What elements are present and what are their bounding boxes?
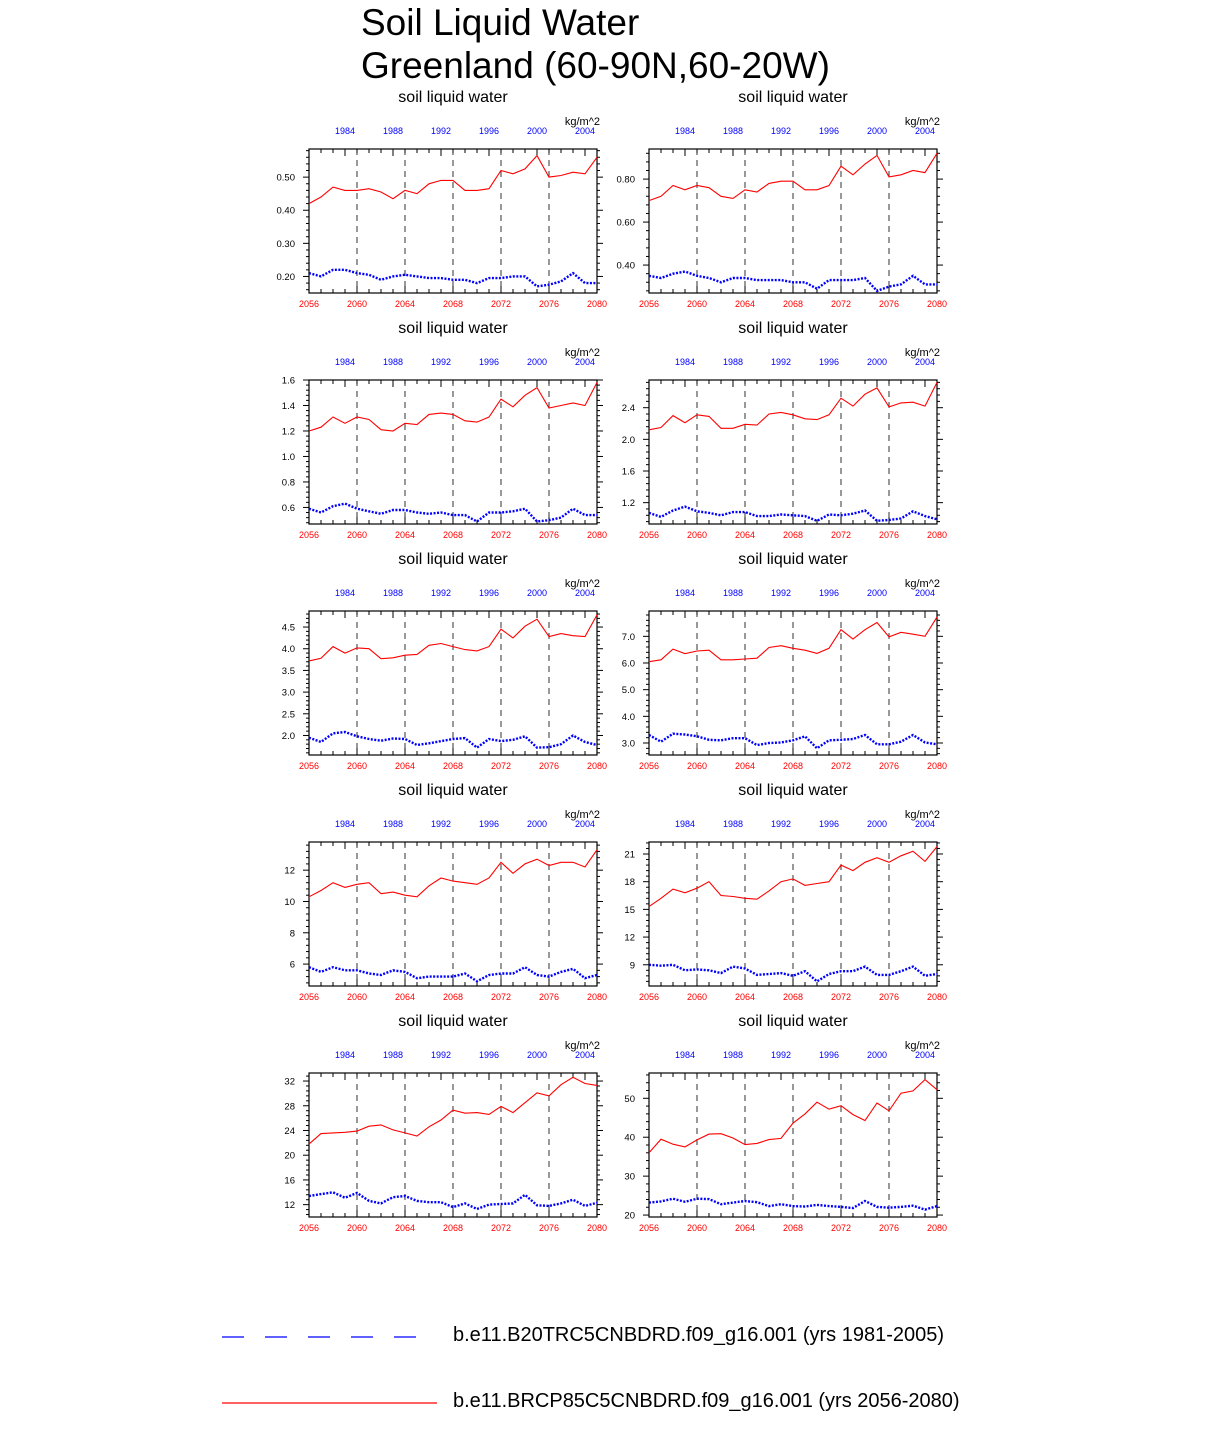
x-top-tick-label: 1984 [334, 588, 356, 598]
y-tick-label: 1.6 [621, 466, 635, 478]
x-top-tick-label: 2004 [914, 126, 936, 136]
y-tick-label: 9 [629, 960, 635, 972]
x-top-tick-label: 1992 [770, 357, 792, 367]
x-top-tick-label: 1996 [478, 819, 500, 829]
x-bottom-tick-label: 2080 [926, 1223, 948, 1233]
x-top-tick-label: 1992 [430, 126, 452, 136]
x-bottom-tick-label: 2060 [346, 761, 368, 771]
x-bottom-tick-label: 2068 [442, 992, 464, 1002]
x-top-tick-label: 1992 [770, 126, 792, 136]
x-top-tick-label: 2000 [866, 357, 888, 367]
y-tick-label: 3.5 [281, 665, 295, 677]
x-bottom-tick-label: 2072 [830, 299, 852, 309]
x-bottom-tick-label: 2064 [734, 530, 756, 540]
x-bottom-tick-label: 2056 [638, 992, 660, 1002]
x-top-tick-label: 2004 [574, 588, 596, 598]
y-tick-label: 3.0 [281, 687, 295, 699]
legend-label-historical: b.e11.B20TRC5CNBDRD.f09_g16.001 (yrs 1981-2005) [453, 1324, 945, 1346]
panel-title: soil liquid water [398, 782, 508, 799]
y-tick-label: 28 [284, 1101, 295, 1113]
x-bottom-tick-label: 2076 [878, 530, 900, 540]
y-tick-label: 40 [624, 1132, 635, 1144]
x-top-tick-label: 1984 [334, 126, 356, 136]
y-tick-label: 6.0 [621, 658, 635, 670]
chart-title-line1: Soil Liquid Water [361, 2, 640, 43]
x-bottom-tick-label: 2060 [346, 299, 368, 309]
y-tick-label: 20 [284, 1150, 295, 1162]
units-label: kg/m^2 [564, 1040, 600, 1052]
legend-dashed-line-marker [220, 1318, 442, 1358]
x-bottom-tick-label: 2068 [442, 761, 464, 771]
x-top-tick-label: 1992 [430, 588, 452, 598]
x-bottom-tick-label: 2056 [298, 1223, 320, 1233]
y-tick-label: 0.50 [276, 172, 295, 184]
x-top-tick-label: 2000 [526, 357, 548, 367]
panel-title: soil liquid water [738, 89, 848, 106]
y-tick-label: 1.6 [281, 375, 295, 387]
x-top-tick-label: 2004 [574, 819, 596, 829]
y-tick-label: 4.5 [281, 622, 295, 634]
x-top-tick-label: 1996 [478, 357, 500, 367]
x-top-tick-label: 1984 [674, 819, 696, 829]
x-bottom-tick-label: 2056 [638, 530, 660, 540]
x-top-tick-label: 1992 [770, 1050, 792, 1060]
x-top-tick-label: 1984 [674, 126, 696, 136]
x-bottom-tick-label: 2056 [298, 761, 320, 771]
legend-solid-line-marker [220, 1384, 442, 1424]
x-top-tick-label: 2004 [914, 588, 936, 598]
x-bottom-tick-label: 2064 [394, 1223, 416, 1233]
x-bottom-tick-label: 2060 [686, 992, 708, 1002]
legend-entry-future [0, 1384, 1224, 1424]
y-tick-label: 6 [289, 959, 295, 971]
x-bottom-tick-label: 2060 [686, 761, 708, 771]
panel-title: soil liquid water [398, 320, 508, 337]
y-tick-label: 30 [624, 1171, 635, 1183]
x-top-tick-label: 1984 [334, 819, 356, 829]
x-top-tick-label: 2000 [526, 819, 548, 829]
x-top-tick-label: 2004 [914, 819, 936, 829]
x-top-tick-label: 2000 [526, 126, 548, 136]
panel-title: soil liquid water [738, 551, 848, 568]
y-tick-label: 0.8 [281, 477, 295, 489]
x-bottom-tick-label: 2076 [538, 761, 560, 771]
y-tick-label: 12 [624, 932, 635, 944]
y-tick-label: 18 [624, 877, 635, 889]
x-top-tick-label: 1996 [478, 126, 500, 136]
y-tick-label: 15 [624, 904, 635, 916]
y-tick-label: 4.0 [281, 644, 295, 656]
x-bottom-tick-label: 2072 [830, 530, 852, 540]
units-label: kg/m^2 [564, 578, 600, 590]
y-tick-label: 2.0 [281, 730, 295, 742]
x-top-tick-label: 1996 [478, 588, 500, 598]
panel-title: soil liquid water [398, 89, 508, 106]
x-bottom-tick-label: 2056 [638, 761, 660, 771]
y-tick-label: 1.4 [281, 400, 295, 412]
y-tick-label: 0.60 [616, 217, 635, 229]
x-bottom-tick-label: 2068 [782, 1223, 804, 1233]
y-tick-label: 0.6 [281, 502, 295, 514]
x-top-tick-label: 1984 [334, 357, 356, 367]
x-top-tick-label: 1996 [818, 1050, 840, 1060]
x-bottom-tick-label: 2060 [686, 1223, 708, 1233]
units-label: kg/m^2 [564, 116, 600, 128]
units-label: kg/m^2 [904, 578, 940, 590]
y-tick-label: 0.80 [616, 174, 635, 186]
x-bottom-tick-label: 2072 [490, 992, 512, 1002]
x-top-tick-label: 1988 [722, 1050, 744, 1060]
y-tick-label: 1.0 [281, 451, 295, 463]
units-label: kg/m^2 [564, 347, 600, 359]
x-bottom-tick-label: 2076 [878, 761, 900, 771]
x-top-tick-label: 2000 [526, 1050, 548, 1060]
chart-panel-3 [282, 320, 607, 540]
x-top-tick-label: 1984 [674, 357, 696, 367]
x-top-tick-label: 1996 [818, 126, 840, 136]
x-bottom-tick-label: 2072 [490, 299, 512, 309]
x-bottom-tick-label: 2080 [586, 992, 608, 1002]
y-tick-label: 2.0 [621, 434, 635, 446]
x-bottom-tick-label: 2076 [538, 299, 560, 309]
x-bottom-tick-label: 2072 [830, 1223, 852, 1233]
x-bottom-tick-label: 2064 [394, 530, 416, 540]
chart-panel-4 [622, 320, 947, 540]
x-bottom-tick-label: 2076 [538, 530, 560, 540]
chart-panel-5 [282, 551, 607, 771]
x-bottom-tick-label: 2068 [782, 299, 804, 309]
chart-panel-10 [624, 1013, 947, 1233]
panel-title: soil liquid water [398, 551, 508, 568]
chart-panel-6 [622, 551, 947, 771]
x-bottom-tick-label: 2068 [442, 299, 464, 309]
x-bottom-tick-label: 2076 [538, 1223, 560, 1233]
units-label: kg/m^2 [904, 347, 940, 359]
x-top-tick-label: 1992 [770, 819, 792, 829]
x-bottom-tick-label: 2064 [394, 299, 416, 309]
y-tick-label: 0.30 [276, 238, 295, 250]
x-top-tick-label: 1996 [478, 1050, 500, 1060]
y-tick-label: 1.2 [621, 498, 635, 510]
x-bottom-tick-label: 2068 [782, 992, 804, 1002]
x-bottom-tick-label: 2068 [442, 530, 464, 540]
x-bottom-tick-label: 2064 [734, 761, 756, 771]
x-bottom-tick-label: 2056 [638, 1223, 660, 1233]
x-bottom-tick-label: 2056 [638, 299, 660, 309]
units-label: kg/m^2 [564, 809, 600, 821]
x-bottom-tick-label: 2076 [878, 299, 900, 309]
x-bottom-tick-label: 2056 [298, 299, 320, 309]
x-top-tick-label: 2004 [574, 1050, 596, 1060]
x-top-tick-label: 1996 [818, 819, 840, 829]
x-bottom-tick-label: 2056 [298, 530, 320, 540]
y-tick-label: 12 [284, 1200, 295, 1212]
y-tick-label: 50 [624, 1093, 635, 1105]
y-tick-label: 10 [284, 896, 295, 908]
x-bottom-tick-label: 2080 [586, 299, 608, 309]
x-top-tick-label: 1988 [382, 819, 404, 829]
x-top-tick-label: 1988 [722, 588, 744, 598]
y-tick-label: 8 [289, 928, 295, 940]
y-tick-label: 0.40 [616, 260, 635, 272]
x-bottom-tick-label: 2064 [394, 992, 416, 1002]
chart-title-line2: Greenland (60-90N,60-20W) [361, 45, 830, 86]
y-tick-label: 16 [284, 1175, 295, 1187]
x-bottom-tick-label: 2072 [830, 761, 852, 771]
x-top-tick-label: 1992 [770, 588, 792, 598]
x-bottom-tick-label: 2064 [734, 1223, 756, 1233]
x-bottom-tick-label: 2068 [782, 530, 804, 540]
x-top-tick-label: 1996 [818, 588, 840, 598]
x-top-tick-label: 1988 [382, 357, 404, 367]
units-label: kg/m^2 [904, 809, 940, 821]
x-bottom-tick-label: 2056 [298, 992, 320, 1002]
x-top-tick-label: 1988 [382, 1050, 404, 1060]
y-tick-label: 5.0 [621, 685, 635, 697]
x-bottom-tick-label: 2080 [926, 992, 948, 1002]
y-tick-label: 1.2 [281, 426, 295, 438]
chart-panel-1 [277, 89, 608, 309]
x-bottom-tick-label: 2080 [926, 530, 948, 540]
x-top-tick-label: 1988 [722, 819, 744, 829]
x-top-tick-label: 1984 [334, 1050, 356, 1060]
x-bottom-tick-label: 2072 [490, 530, 512, 540]
x-bottom-tick-label: 2072 [830, 992, 852, 1002]
x-top-tick-label: 1996 [818, 357, 840, 367]
y-tick-label: 20 [624, 1210, 635, 1222]
legend-entry-historical [0, 1318, 1224, 1358]
y-tick-label: 7.0 [621, 631, 635, 643]
y-tick-label: 3.0 [621, 738, 635, 750]
chart-panel-2 [617, 89, 948, 309]
x-bottom-tick-label: 2076 [878, 992, 900, 1002]
x-bottom-tick-label: 2060 [686, 530, 708, 540]
y-tick-label: 4.0 [621, 711, 635, 723]
panel-title: soil liquid water [738, 320, 848, 337]
x-top-tick-label: 1992 [430, 357, 452, 367]
x-bottom-tick-label: 2064 [734, 299, 756, 309]
units-label: kg/m^2 [904, 116, 940, 128]
x-top-tick-label: 2004 [914, 357, 936, 367]
x-top-tick-label: 2004 [914, 1050, 936, 1060]
chart-panel-7 [284, 782, 607, 1002]
y-tick-label: 24 [284, 1125, 295, 1137]
x-bottom-tick-label: 2076 [878, 1223, 900, 1233]
y-tick-label: 32 [284, 1076, 295, 1088]
x-top-tick-label: 1988 [382, 126, 404, 136]
x-bottom-tick-label: 2072 [490, 1223, 512, 1233]
units-label: kg/m^2 [904, 1040, 940, 1052]
x-top-tick-label: 1988 [722, 357, 744, 367]
x-bottom-tick-label: 2060 [346, 530, 368, 540]
x-bottom-tick-label: 2064 [394, 761, 416, 771]
x-bottom-tick-label: 2068 [442, 1223, 464, 1233]
chart-panel-9 [284, 1013, 607, 1233]
x-top-tick-label: 2004 [574, 357, 596, 367]
panel-title: soil liquid water [738, 1013, 848, 1030]
panel-title: soil liquid water [738, 782, 848, 799]
x-top-tick-label: 2000 [866, 588, 888, 598]
x-bottom-tick-label: 2060 [686, 299, 708, 309]
x-bottom-tick-label: 2068 [782, 761, 804, 771]
x-bottom-tick-label: 2060 [346, 992, 368, 1002]
x-top-tick-label: 2000 [866, 126, 888, 136]
x-bottom-tick-label: 2076 [538, 992, 560, 1002]
x-bottom-tick-label: 2080 [586, 761, 608, 771]
x-bottom-tick-label: 2080 [586, 530, 608, 540]
y-tick-label: 0.20 [276, 271, 295, 283]
x-top-tick-label: 2000 [866, 1050, 888, 1060]
x-top-tick-label: 1984 [674, 1050, 696, 1060]
x-top-tick-label: 1984 [674, 588, 696, 598]
x-top-tick-label: 1988 [722, 126, 744, 136]
x-top-tick-label: 2000 [866, 819, 888, 829]
panel-title: soil liquid water [398, 1013, 508, 1030]
x-bottom-tick-label: 2080 [586, 1223, 608, 1233]
x-top-tick-label: 1992 [430, 1050, 452, 1060]
x-top-tick-label: 2000 [526, 588, 548, 598]
x-bottom-tick-label: 2072 [490, 761, 512, 771]
x-bottom-tick-label: 2080 [926, 299, 948, 309]
legend-label-future: b.e11.BRCP85C5CNBDRD.f09_g16.001 (yrs 2056-2080) [453, 1390, 960, 1412]
x-top-tick-label: 1988 [382, 588, 404, 598]
x-bottom-tick-label: 2064 [734, 992, 756, 1002]
x-top-tick-label: 1992 [430, 819, 452, 829]
y-tick-label: 2.4 [621, 403, 635, 415]
chart-panel-8 [624, 782, 947, 1002]
x-top-tick-label: 2004 [574, 126, 596, 136]
x-bottom-tick-label: 2080 [926, 761, 948, 771]
y-tick-label: 0.40 [276, 205, 295, 217]
y-tick-label: 12 [284, 865, 295, 877]
y-tick-label: 2.5 [281, 709, 295, 721]
x-bottom-tick-label: 2060 [346, 1223, 368, 1233]
y-tick-label: 21 [624, 849, 635, 861]
